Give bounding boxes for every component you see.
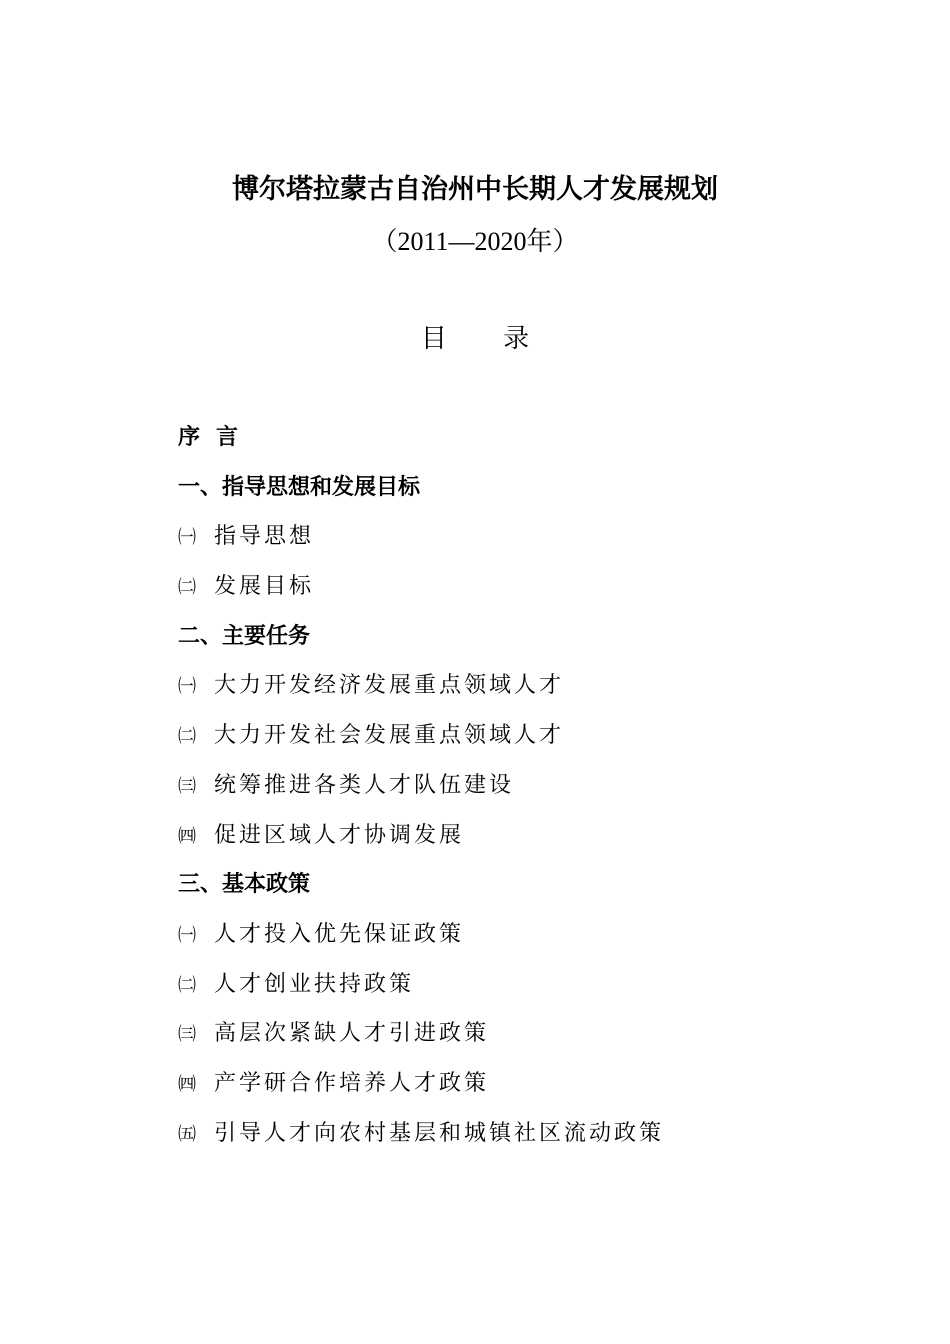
toc-section-label: 一、指导思想和发展目标 [178,474,421,500]
toc-item-number: ㈡ [178,577,196,599]
toc-subitem [178,517,878,567]
document-title: 博尔塔拉蒙古自治州中长期人才发展规划 [232,174,718,205]
toc-item-label: 人才创业扶持政策 [214,971,415,997]
toc-section-2 [178,617,878,667]
toc-item-number: ㈠ [178,527,196,549]
toc-subitem [178,766,878,816]
toc-section-preface [178,418,878,468]
toc-item-number: ㈤ [178,1123,196,1145]
toc-subitem [178,716,878,766]
document-subtitle: （2011—2020年） [371,227,579,256]
toc-subitem [178,1014,878,1064]
toc-item-number: ㈡ [178,974,196,996]
toc-item-label: 大力开发社会发展重点领域人才 [214,723,565,749]
toc-item-number: ㈣ [178,1073,196,1095]
toc-item-label: 产学研合作培养人才政策 [214,1070,490,1096]
toc-heading: 目 录 [420,324,554,354]
toc-subitem [178,567,878,617]
toc-subitem [178,915,878,965]
toc-item-number: ㈢ [178,1024,196,1046]
toc-item-label: 发展目标 [214,574,315,600]
toc-item-label: 促进区域人才协调发展 [214,822,465,848]
toc-subitem [178,816,878,866]
toc-item-number: ㈠ [178,924,196,946]
toc-item-number: ㈠ [178,676,196,698]
toc-section-label: 序言 [178,425,255,450]
toc-subitem [178,1114,878,1164]
toc-item-label: 大力开发经济发展重点领域人才 [214,673,565,699]
toc-item-number: ㈡ [178,726,196,748]
toc-section-3 [178,865,878,915]
table-of-contents [178,418,878,1163]
toc-subitem [178,666,878,716]
toc-item-number: ㈣ [178,825,196,847]
toc-item-label: 统筹推进各类人才队伍建设 [214,772,515,798]
toc-subitem [178,965,878,1015]
toc-section-label: 二、主要任务 [178,623,311,649]
toc-item-number: ㈢ [178,775,196,797]
toc-item-label: 人才投入优先保证政策 [214,921,465,947]
toc-section-1 [178,468,878,518]
toc-item-label: 指导思想 [214,524,315,550]
toc-section-label: 三、基本政策 [178,872,311,898]
toc-item-label: 引导人才向农村基层和城镇社区流动政策 [214,1120,665,1146]
toc-subitem [178,1064,878,1114]
toc-item-label: 高层次紧缺人才引进政策 [214,1021,490,1047]
